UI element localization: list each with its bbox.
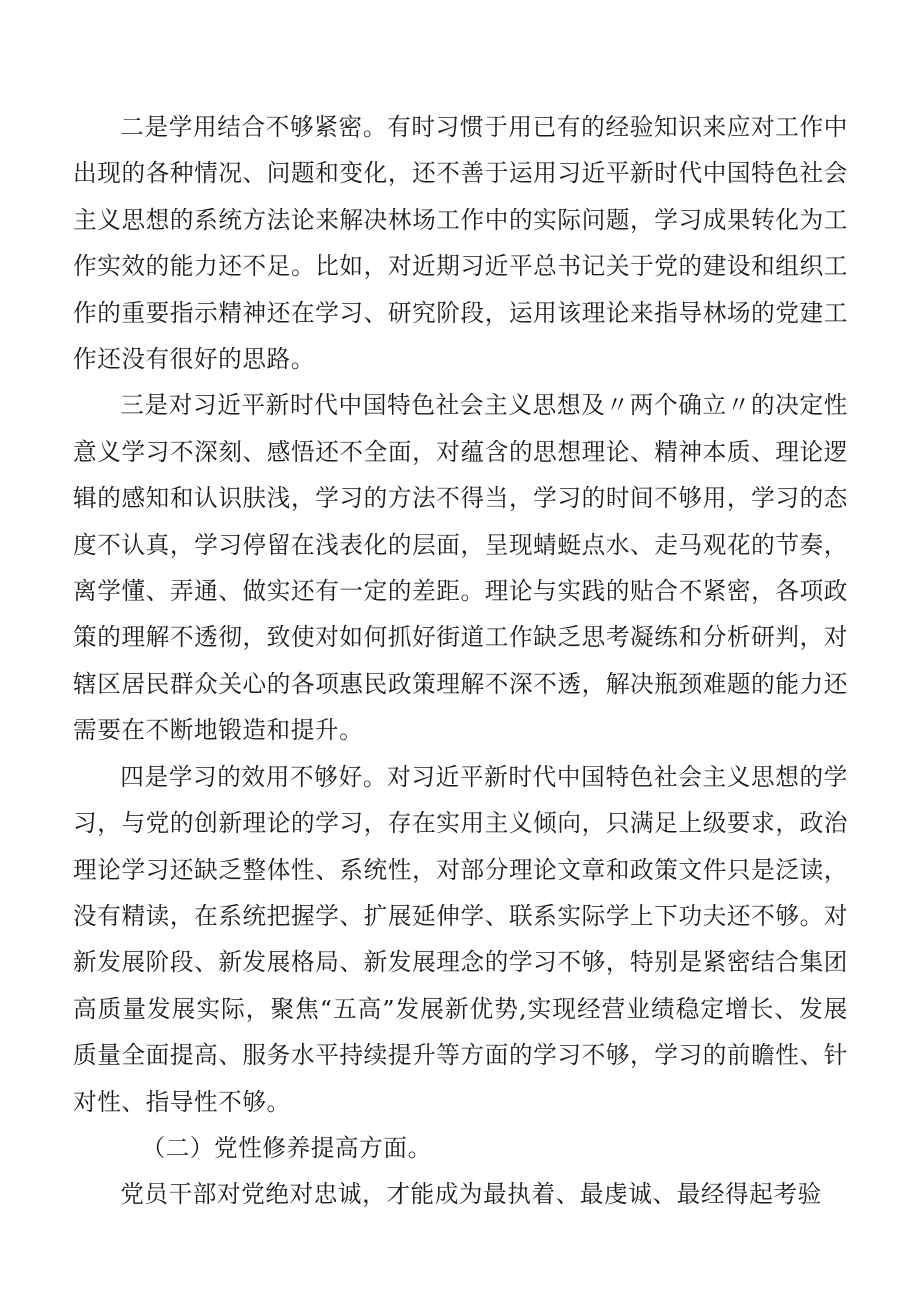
paragraph-party-loyalty: 党员干部对党绝对忠诚，才能成为最执着、最虔诚、最经得起考验 [120,1180,822,1209]
paragraph-understanding-depth: 三是对习近平新时代中国特色社会主义思想及〃两个确立〃的决定性意义学习不深刻、感悟还不全面，对蕴含的思想理论、精神本质、理论逻辑的感知和认识肤浅，学习的方法不得当，学习的时间不够用，学习的态度不认真，学习停留在浅表化的层面，呈现蜻蜓点水、走马观花的节奏，离学懂、弄通、做实还有一定的差距。理论与实践的贴合不紧密，各项政策的理解不透彻，致使对如何抓好街道工作缺乏思考凝练和分析研判，对辖区居民群众关心的各项惠民政策理解不深不透，解决瓶颈难题的能力还需要在不断地锻造和提升。 [73,391,848,745]
document-body [73,104,848,1218]
paragraph-study-application: 二是学用结合不够紧密。有时习惯于用已有的经验知识来应对工作中出现的各种情况、问题和变化，还不善于运用习近平新时代中国特色社会主义思想的系统方法论来解决林场工作中的实际问题，学习成果转化为工作实效的能力还不足。比如，对近期习近平总书记关于党的建设和组织工作的重要指示精神还在学习、研究阶段，运用该理论来指导林场的党建工作还没有很好的思路。 [73,113,848,374]
section-heading: （二）党性修养提高方面。 [141,1133,432,1162]
paragraph-study-effectiveness: 四是学习的效用不够好。对习近平新时代中国特色社会主义思想的学习，与党的创新理论的学习，存在实用主义倾向，只满足上级要求，政治理论学习还缺乏整体性、系统性，对部分理论文章和政策文件只是泛读，没有精读，在系统把握学、扩展延伸学、联系实际学上下功夫还不够。对新发展阶段、新发展格局、新发展理念的学习不够，特别是紧密结合集团高质量发展实际，聚焦“五高”发展新优势,实现经营业绩稳定增长、发展质量全面提高、服务水平持续提升等方面的学习不够，学习的前瞻性、针对性、指导性不够。 [73,762,848,1116]
